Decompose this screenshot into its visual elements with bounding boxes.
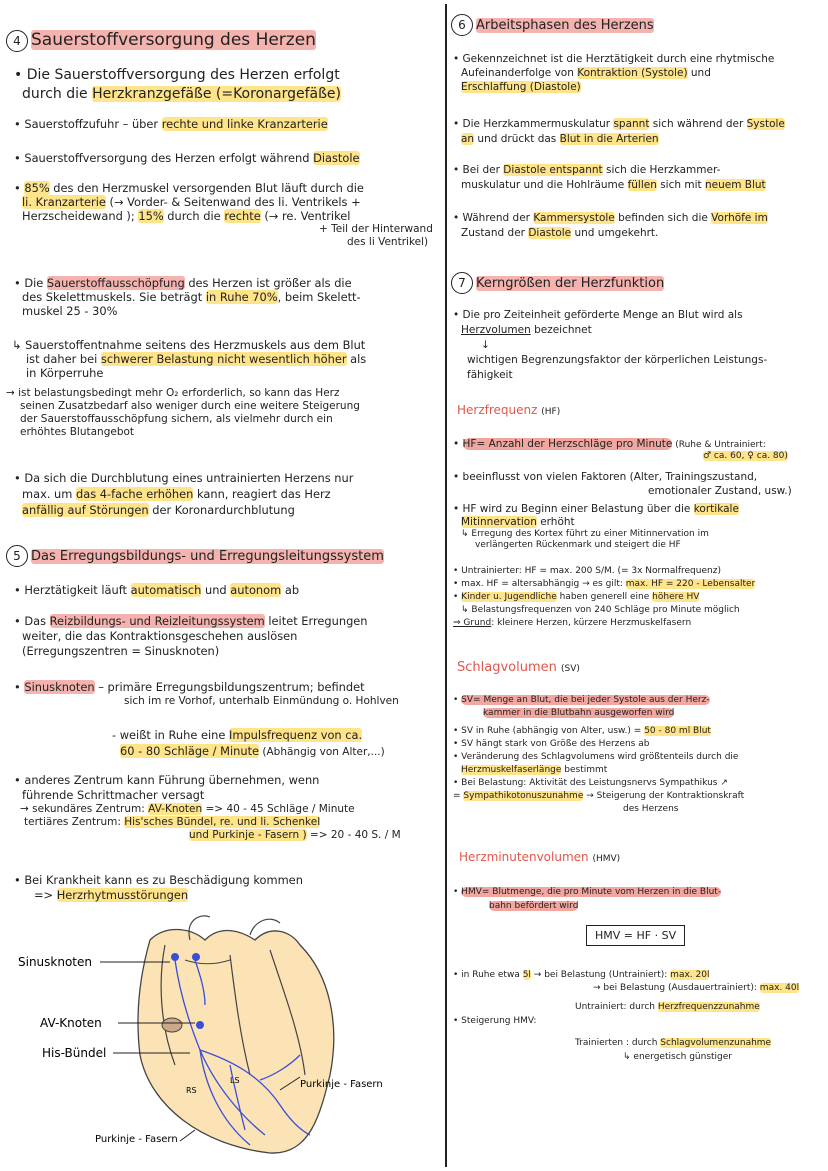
section-number: 6 <box>451 14 473 36</box>
av-node-dot <box>196 1021 204 1029</box>
intro-text: • Die Sauerstoffversorgung des Herzen erfolgt durch die Herzkranzgefäße (=Koronargefäße) <box>14 67 341 102</box>
note-load: → ist belastungsbedingt mehr O₂ erforderlich, so kann das Herz seinen Zusatzbedarf also weniger durch eine weitere Steigerung der Sauerstoffausschöpfung sichern, als vielmehr durch ein erhöhtes Blutangebot <box>6 387 360 438</box>
sv-heading: Schlagvolumen (SV) <box>457 660 580 675</box>
bullet-diastole: • Sauerstoffversorgung des Herzen erfolgt während Diastole <box>14 151 360 165</box>
bullet-automatic: • Herztätigkeit läuft automatisch und autonom ab <box>14 583 300 597</box>
label-sinusknoten: Sinusknoten <box>18 955 93 969</box>
label-av-knoten: AV-Knoten <box>40 1016 102 1030</box>
heart-volume-intro: • Die pro Zeiteinheit geförderte Menge an Blut wird als Herzvolumen bezeichnet ↓ wichtigen Begrenzungsfaktor der körperlichen Leistungs- fähigkeit <box>453 309 768 381</box>
section-6-heading <box>451 14 654 36</box>
sinus-node-dot-2 <box>192 953 200 961</box>
bullet-sinus-node: • Sinusknoten – primäre Erregungsbildungszentrum; befindet sich im re Vorhof, unterhalb Einmündung o. Hohlven <box>14 680 399 707</box>
section-number: 7 <box>451 272 473 294</box>
bullet-systole: • Die Herzkammermuskulatur spannt sich während der Systole an und drückt das Blut in die Arterien <box>453 118 785 145</box>
label-ls: LS <box>230 1076 240 1085</box>
bullet-atria: • Während der Kammersystole befinden sich die Vorhöfe im Zustand der Diastole und umgekehrt. <box>453 212 768 239</box>
label-his-buendel: His-Bündel <box>42 1046 107 1060</box>
hmv-increase: Untrainiert: durch Herzfrequenzzunahme • Steigerung HMV: Trainierten : durch Schlagvolumenzunahme ↳ energetisch günstiger <box>453 1002 772 1062</box>
right-column <box>449 0 828 1171</box>
section-title: Kerngrößen der Herzfunktion <box>476 276 665 291</box>
label-rs: RS <box>186 1086 197 1095</box>
sinus-frequency: - weißt in Ruhe eine Impulsfrequenz von ca. 60 - 80 Schläge / Minute (Abhängig von Alter,...) <box>112 728 385 758</box>
label-purkinje-right: Purkinje - Fasern <box>300 1079 383 1090</box>
valve-shape <box>162 1018 182 1032</box>
hmv-formula-box: HMV = HF · SV <box>586 925 685 946</box>
bullet-disease: • Bei Krankheit kann es zu Beschädigung kommen => Herzrhytmusstörungen <box>14 873 303 902</box>
hmv-heading: Herzminutenvolumen (HMV) <box>459 850 621 864</box>
section-4-heading <box>6 30 316 52</box>
hf-factors: • beeinflusst von vielen Faktoren (Alter, Trainingszustand, emotionaler Zustand, usw.) <box>453 471 792 497</box>
bullet-conduction-system: • Das Reizbildungs- und Reizleitungssystem leitet Erregungen weiter, die das Kontraktionsgeschehen auslösen (Erregungszentren = Sinusknoten) <box>14 614 368 658</box>
bullet-perfusion: • Da sich die Durchblutung eines untrainierten Herzens nur max. um das 4-fache erhöhen kann, reagiert das Herz anfällig auf Störungen der Koronardurchblutung <box>14 471 354 517</box>
column-divider <box>445 4 447 1167</box>
sinus-node-dot <box>171 953 179 961</box>
bullet-diastole-phase: • Bei der Diastole entspannt sich die Herzkammer- muskulatur und die Hohlräume füllen sich mit neuem Blut <box>453 164 766 191</box>
section-5-heading <box>6 545 384 567</box>
label-purkinje-left: Purkinje - Fasern <box>95 1134 178 1145</box>
heart-conduction-diagram <box>0 905 440 1167</box>
sv-definition: • SV= Menge an Blut, die bei jeder Systole aus der Herz- kammer in die Blutbahn ausgeworfen wird <box>453 695 710 718</box>
hf-max-list: • Untrainierter: HF = max. 200 S/M. (= 3x Normalfrequenz) • max. HF = altersabhängig → es gilt: max. HF = 220 - Lebensalter • Kinder u. Jugendliche haben generell eine höhere HV ↳ Belastungsfrequenzen von 240 Schläge pro Minute möglich ⇒ Grund: kleinere Herzen, kürzere Herzmuskelfasern <box>453 566 756 628</box>
bullet-other-centers: • anderes Zentrum kann Führung übernehmen, wenn führende Schrittmacher versagt → sekundäres Zentrum: AV-Knoten => 40 - 45 Schläge / Minute tertiäres Zentrum: His'sches Bündel, re. und li. Schenkel und Purkinje - Fasern ) => 20 - 40 S. / M <box>14 773 401 841</box>
hmv-values: • in Ruhe etwa 5l → bei Belastung (Untrainiert): max. 20l → bei Belastung (Ausdauertrainiert): max. 40l <box>453 970 800 993</box>
bullet-exhaustion: • Die Sauerstoffausschöpfung des Herzen ist größer als die des Skelettmuskels. Sie beträgt in Ruhe 70%, beim Skelett- muskel 25 - 30% <box>14 276 361 318</box>
section-title: Arbeitsphasen des Herzens <box>476 18 654 33</box>
section-7-heading <box>451 272 664 294</box>
section-number: 5 <box>6 545 28 567</box>
bullet-heart-activity: • Gekennzeichnet ist die Herztätigkeit durch eine rhytmische Aufeinanderfolge von Kontraktion (Systole) und Erschlaffung (Diastole) <box>453 53 775 93</box>
section-title: Sauerstoffversorgung des Herzen <box>31 30 316 50</box>
hf-heading: Herzfrequenz (HF) <box>457 403 561 417</box>
sv-list: • SV in Ruhe (abhängig von Alter, usw.) = 50 - 80 ml Blut • SV hängt stark von Größe des Herzens ab • Veränderung des Schlagvolumens wird größtenteils durch die Herzmuskelfaserlänge bestimmt • Bei Belastung: Aktivität des Leistungsnervs Sympathikus ↗ = Sympathikotonuszunahme → Steigerung der Kontraktionskraft des Herzens <box>453 726 745 814</box>
note-extraction: ↳ Sauerstoffentnahme seitens des Herzmuskels aus dem Blut ist daher bei schwerer Belastung nicht wesentlich höher als in Körperruhe <box>12 338 367 380</box>
bullet-percent: • 85% des den Herzmuskel versorgenden Blut läuft durch die li. Kranzarterie (→ Vorder- & Seitenwand des li. Ventrikels + Herzscheidewand ); 15% durch die rechte (→ re. Ventrikel + Teil der Hinterwand des li Ventrikel) <box>14 181 433 248</box>
hmv-definition: • HMV= Blutmenge, die pro Minute vom Herzen in die Blut- bahn befördert wird <box>453 887 722 911</box>
section-number: 4 <box>6 30 28 52</box>
hf-cortical: • HF wird zu Beginn einer Belastung über die kortikale Mitinnervation erhöht ↳ Erregung des Kortex führt zu einer Mitinnervation im verlängerten Rückenmark und steigert die HF <box>453 503 739 550</box>
hf-definition: • HF= Anzahl der Herzschläge pro Minute (Ruhe & Untrainiert: ♂ ca. 60, ♀ ca. 80) <box>453 438 788 461</box>
heart-shape <box>138 916 334 1153</box>
section-title: Das Erregungsbildungs- und Erregungsleitungssystem <box>31 549 384 564</box>
bullet-oxygen-supply: • Sauerstoffzufuhr – über rechte und linke Kranzarterie <box>14 117 328 131</box>
